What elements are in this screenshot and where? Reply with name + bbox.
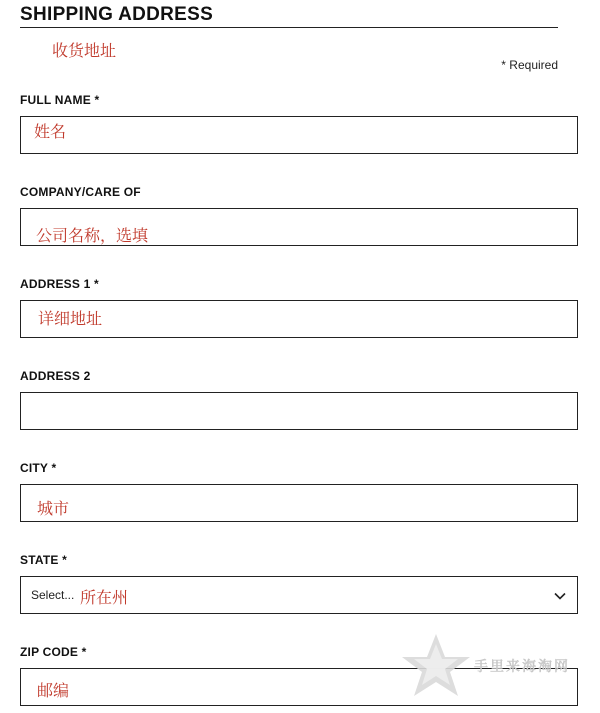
state-select-value: Select... xyxy=(31,588,75,602)
required-note: * Required xyxy=(501,58,558,72)
full-name-input[interactable] xyxy=(20,116,578,154)
title-divider xyxy=(20,27,558,28)
state-annotation: 所在州 xyxy=(80,588,129,607)
city-annotation: 城市 xyxy=(37,499,70,518)
address1-input[interactable] xyxy=(20,300,578,338)
zip-code-annotation: 邮编 xyxy=(37,681,70,700)
zip-code-label: ZIP CODE * xyxy=(20,645,87,659)
address1-label: ADDRESS 1 * xyxy=(20,277,99,291)
company-annotation: 公司名称，选填 xyxy=(36,226,149,245)
full-name-label: FULL NAME * xyxy=(20,93,100,107)
state-label: STATE * xyxy=(20,553,67,567)
address1-annotation: 详细地址 xyxy=(38,309,103,328)
city-label: CITY * xyxy=(20,461,57,475)
address2-input[interactable] xyxy=(20,392,578,430)
city-input[interactable] xyxy=(20,484,578,522)
full-name-annotation: 姓名 xyxy=(34,122,67,141)
company-label: COMPANY/CARE OF xyxy=(20,185,141,199)
section-annotation: 收货地址 xyxy=(52,41,117,60)
address2-label: ADDRESS 2 xyxy=(20,369,91,383)
section-title: SHIPPING ADDRESS xyxy=(20,4,214,25)
watermark-text: 手里来海淘网 xyxy=(474,659,570,675)
chevron-down-icon[interactable] xyxy=(553,589,567,603)
